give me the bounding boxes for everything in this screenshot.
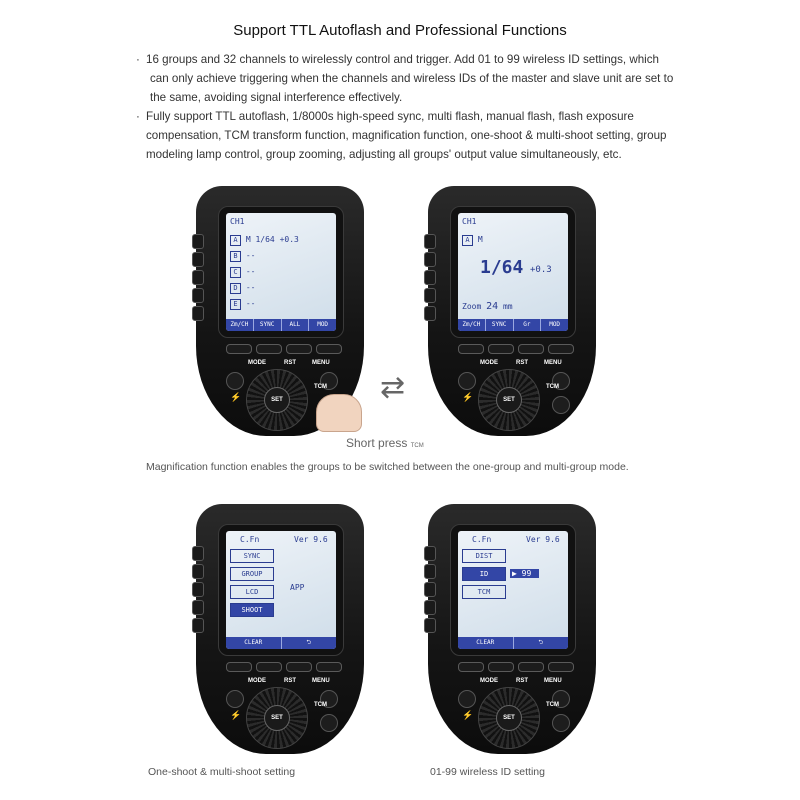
group-letter: D <box>230 283 241 294</box>
tcm-button[interactable] <box>320 714 338 732</box>
tcm-button[interactable] <box>552 714 570 732</box>
tab-mode: MOD <box>549 321 561 328</box>
tab-group: Gr <box>514 319 542 331</box>
function-button-1[interactable] <box>458 344 484 354</box>
compensation-value: +0.3 <box>530 265 552 275</box>
lcd-screen <box>458 531 568 649</box>
tcm-icon: TCM <box>410 443 424 449</box>
group-letter: A <box>230 235 241 246</box>
group-button-d[interactable] <box>424 600 436 615</box>
zoom-unit: mm <box>502 302 513 311</box>
wireless-id-caption: 01-99 wireless ID setting <box>430 766 545 778</box>
channel-label: CH1 <box>462 217 477 226</box>
bullet-1-line-2: can only achieve triggering when the channels and wireless IDs of the master and slave unit are set to <box>150 72 674 85</box>
menu-title: C.Fn <box>240 535 260 544</box>
group-letter: E <box>230 299 241 310</box>
tab-sync: SYNC <box>254 319 282 331</box>
group-button-c[interactable] <box>192 270 204 285</box>
tab-mode: MOD <box>317 321 329 328</box>
function-button-3[interactable] <box>518 662 544 672</box>
tcm-label: TCM <box>546 702 559 708</box>
group-button-d[interactable] <box>192 288 204 303</box>
bullet-1-line-1: 16 groups and 32 channels to wirelessly control and trigger. Add 01 to 99 wireless ID settings, which <box>146 53 659 66</box>
function-tabs <box>226 637 336 649</box>
flash-trigger-device-2 <box>428 186 596 436</box>
tab-zoom-channel: Zm/CH <box>458 319 486 331</box>
bullet-2-line-3: modeling lamp control, group zooming, adjusting all groups' output value simultaneously, etc. <box>146 148 622 161</box>
function-button-1[interactable] <box>226 662 252 672</box>
bullet-1 <box>136 50 676 107</box>
page-title: Support TTL Autoflash and Professional Functions <box>233 22 567 39</box>
zoom-label: Zoom <box>462 302 482 311</box>
group-value: -- <box>245 267 256 276</box>
function-button-1[interactable] <box>458 662 484 672</box>
finger-press-icon <box>316 394 362 432</box>
group-value: 1/64 +0.3 <box>255 235 299 244</box>
group-button-e[interactable] <box>192 618 204 633</box>
menu-label: MENU <box>544 678 562 684</box>
group-letter: A <box>462 235 473 246</box>
group-button-d[interactable] <box>424 288 436 303</box>
flash-icon: ⚡ <box>462 392 474 402</box>
set-button[interactable]: SET <box>264 387 290 413</box>
switch-arrows-icon: ⇄ <box>380 371 406 404</box>
bullet-2-line-2: compensation, TCM transform function, magnification function, one-shoot & multi-shoot setting, group <box>146 129 667 142</box>
short-press-label <box>346 436 424 450</box>
magnification-caption: Magnification function enables the groups to be switched between the one-group and multi-group mode. <box>146 461 629 473</box>
group-mode: M <box>477 235 483 244</box>
function-button-3[interactable] <box>518 344 544 354</box>
group-button-a[interactable] <box>192 546 204 561</box>
function-tabs <box>226 319 336 331</box>
lcd-screen <box>458 213 568 331</box>
group-letter: C <box>230 267 241 278</box>
group-button-d[interactable] <box>192 600 204 615</box>
tab-zoom-channel: Zm/CH <box>226 319 254 331</box>
lcd-screen <box>226 213 336 331</box>
menu-item-id[interactable]: ID <box>462 567 506 581</box>
group-row-b <box>230 251 255 262</box>
flash-trigger-device-4 <box>428 504 596 754</box>
zoom-value: 24 <box>486 301 499 312</box>
flash-icon: ⚡ <box>462 710 474 720</box>
menu-item-lcd[interactable]: LCD <box>230 585 274 599</box>
group-value: -- <box>245 299 256 308</box>
flash-icon: ⚡ <box>230 392 242 402</box>
short-press-text: Short press <box>346 436 408 450</box>
menu-label: MENU <box>312 678 330 684</box>
set-button[interactable]: SET <box>264 705 290 731</box>
set-button[interactable]: SET <box>496 387 522 413</box>
group-mode: M <box>245 235 251 244</box>
group-row-a <box>230 235 299 246</box>
feature-bullets <box>136 50 676 164</box>
function-tabs <box>458 319 568 331</box>
group-value: -- <box>245 251 256 260</box>
group-button-c[interactable] <box>424 270 436 285</box>
lcd-screen <box>226 531 336 649</box>
mode-label: MODE <box>248 360 266 366</box>
function-button-3[interactable] <box>286 662 312 672</box>
mode-button[interactable] <box>226 690 244 708</box>
mode-button[interactable] <box>226 372 244 390</box>
function-button-2[interactable] <box>256 662 282 672</box>
menu-item-tcm[interactable]: TCM <box>462 585 506 599</box>
tcm-label: TCM <box>314 384 327 390</box>
channel-label: CH1 <box>230 217 245 226</box>
group-value: -- <box>245 283 256 292</box>
menu-item-shoot[interactable]: SHOOT <box>230 603 274 617</box>
bullet-2-line-1: Fully support TTL autoflash, 1/8000s high-speed sync, multi flash, manual flash, flash exposure <box>146 110 634 123</box>
menu-item-dist[interactable]: DIST <box>462 549 506 563</box>
group-button-e[interactable] <box>192 306 204 321</box>
tcm-button[interactable] <box>552 396 570 414</box>
group-row-e <box>230 299 255 310</box>
function-button-1[interactable] <box>226 344 252 354</box>
group-row-a <box>462 235 483 246</box>
firmware-version: Ver 9.6 <box>526 535 560 544</box>
function-button-4[interactable] <box>548 344 574 354</box>
shoot-value: APP <box>290 583 305 592</box>
function-button-3[interactable] <box>286 344 312 354</box>
rst-label: RST <box>284 678 296 684</box>
group-button-c[interactable] <box>424 582 436 597</box>
group-button-b[interactable] <box>192 252 204 267</box>
tab-clear: CLEAR <box>458 637 514 649</box>
function-button-2[interactable] <box>256 344 282 354</box>
id-value: ▶ 99 <box>510 569 539 578</box>
group-button-a[interactable] <box>424 546 436 561</box>
function-button-4[interactable] <box>548 662 574 672</box>
menu-title: C.Fn <box>472 535 492 544</box>
bullet-2 <box>136 107 676 164</box>
menu-item-sync[interactable]: SYNC <box>230 549 274 563</box>
function-tabs <box>458 637 568 649</box>
group-button-b[interactable] <box>424 564 436 579</box>
group-button-e[interactable] <box>424 618 436 633</box>
function-button-2[interactable] <box>488 344 514 354</box>
flash-trigger-device-3 <box>196 504 364 754</box>
power-value: 1/64 <box>480 257 524 278</box>
mode-label: MODE <box>248 678 266 684</box>
function-button-2[interactable] <box>488 662 514 672</box>
tab-back: ⮌ <box>306 639 312 646</box>
bullet-1-line-3: the same, avoiding signal interference effectively. <box>150 91 403 104</box>
tcm-label: TCM <box>546 384 559 390</box>
set-button[interactable]: SET <box>496 705 522 731</box>
group-button-c[interactable] <box>192 582 204 597</box>
tab-all: ALL <box>282 319 310 331</box>
tab-sync: SYNC <box>486 319 514 331</box>
zoom-row <box>462 301 513 312</box>
flash-icon: ⚡ <box>230 710 242 720</box>
menu-label: MENU <box>312 360 330 366</box>
mode-button[interactable] <box>458 372 476 390</box>
firmware-version: Ver 9.6 <box>294 535 328 544</box>
tab-clear: CLEAR <box>226 637 282 649</box>
group-button-a[interactable] <box>424 234 436 249</box>
mode-button[interactable] <box>458 690 476 708</box>
mode-label: MODE <box>480 360 498 366</box>
bullet-dot: · <box>136 53 140 66</box>
rst-label: RST <box>516 360 528 366</box>
group-button-b[interactable] <box>424 252 436 267</box>
menu-label: MENU <box>544 360 562 366</box>
function-button-4[interactable] <box>316 662 342 672</box>
group-button-e[interactable] <box>424 306 436 321</box>
tcm-label: TCM <box>314 702 327 708</box>
group-letter: B <box>230 251 241 262</box>
shoot-setting-caption: One-shoot & multi-shoot setting <box>148 766 296 778</box>
group-button-a[interactable] <box>192 234 204 249</box>
rst-label: RST <box>516 678 528 684</box>
tab-back: ⮌ <box>538 639 544 646</box>
group-row-c <box>230 267 255 278</box>
group-button-b[interactable] <box>192 564 204 579</box>
group-row-d <box>230 283 255 294</box>
mode-label: MODE <box>480 678 498 684</box>
function-button-4[interactable] <box>316 344 342 354</box>
rst-label: RST <box>284 360 296 366</box>
menu-item-group[interactable]: GROUP <box>230 567 274 581</box>
bullet-dot: · <box>136 110 140 123</box>
